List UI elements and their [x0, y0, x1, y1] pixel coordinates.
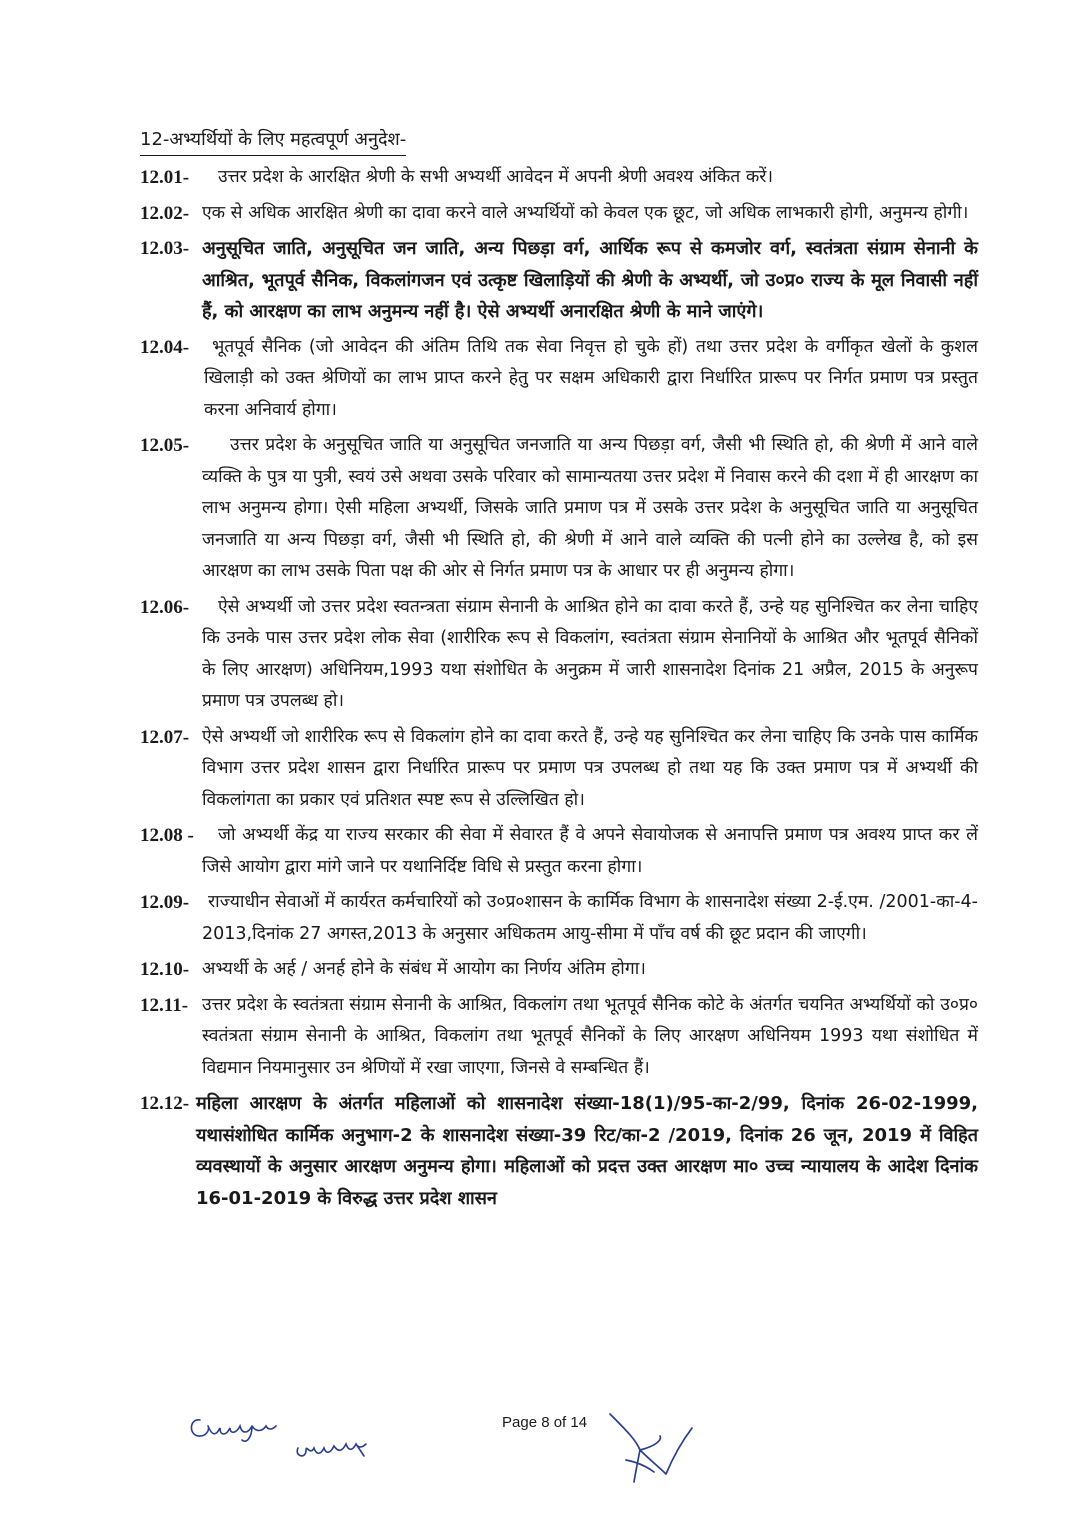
page-footer: [0, 1410, 1086, 1530]
item-number: 12.12-: [140, 1093, 190, 1114]
item-number: 12.04-: [140, 336, 190, 358]
signature-left-bottom: [292, 1434, 392, 1464]
item-text: उत्तर प्रदेश के अनुसूचित जाति या अनुसूचित जनजाति या अन्य पिछड़ा वर्ग, जैसी भी स्थिति हो, की श्रेणी में आने वाले व्यक्ति के पुत्र या पुत्री, स्वयं उसे अथवा उसके परिवार को सामान्यतया उत्तर प्रदेश में निवास करने की दशा में ही आरक्षण का लाभ अनुमन्य होगा। ऐसी महिला अभ्यर्थी, जिसके जाति प्रमाण पत्र में उसके उत्तर प्रदेश के अनुसूचित जाति या अनुसूचित जनजाति या अन्य पिछड़ा वर्ग, जैसी भी स्थिति हो, की श्रेणी में आने वाले व्यक्ति की पत्नी होने का उल्लेख है, को इस आरक्षण का लाभ उसके पिता पक्ष की ओर से निर्गत प्रमाण पत्र के आधार पर ही अनुमन्य होगा।: [202, 435, 978, 581]
list-item: [140, 332, 978, 427]
list-item: [140, 1088, 978, 1214]
item-number: 12.03-: [140, 238, 190, 259]
item-number: 12.05-: [140, 435, 190, 456]
item-text: उत्तर प्रदेश के आरक्षित श्रेणी के सभी अभ्यर्थी आवेदन में अपनी श्रेणी अवश्य अंकित करें।: [218, 167, 774, 187]
list-item: [140, 198, 978, 230]
item-number: 12.07-: [140, 726, 190, 748]
item-text: अनुसूचित जाति, अनुसूचित जन जाति, अन्य पिछड़ा वर्ग, आर्थिक रूप से कमजोर वर्ग, स्वतंत्रता संग्राम सेनानी के आश्रित, भूतपूर्व सैनिक, विकलांगजन एवं उत्कृष्ट खिलाड़ियों की श्रेणी के अभ्यर्थी, जो उ०प्र० राज्य के मूल निवासी नहीं हैं, को आरक्षण का लाभ अनुमन्य नहीं है। ऐसे अभ्यर्थी अनारक्षित श्रेणी के माने जाएंगे।: [202, 238, 978, 322]
list-item: [140, 592, 978, 718]
list-item: [140, 887, 978, 950]
item-text: महिला आरक्षण के अंतर्गत महिलाओं को शासनादेश संख्या-18(1)/95-का-2/99, दिनांक 26-02-1999, यथासंशोधित कार्मिक अनुभाग-2 के शासनादेश संख्या-39 रिट/का-2 /2019, दिनांक 26 जून, 2019 में विहित व्यवस्थायों के अनुसार आरक्षण अनुमन्य होगा। महिलाओं को प्रदत्त उक्त आरक्षण मा० उच्च न्यायालय के आदेश दिनांक 16-01-2019 के विरुद्ध उत्तर प्रदेश शासन: [196, 1093, 978, 1209]
item-text: जो अभ्यर्थी केंद्र या राज्य सरकार की सेवा में सेवारत हैं वे अपने सेवायोजक से अनापत्ति प्रमाण पत्र अवश्य प्राप्त कर लें जिसे आयोग द्वारा मांगे जाने पर यथानिर्दिष्ट विधि से प्रस्तुत करना होगा।: [202, 825, 978, 877]
item-number: 12.06-: [140, 596, 190, 618]
item-number: 12.09-: [140, 892, 190, 913]
item-number: 12.11-: [140, 994, 189, 1016]
list-item: [140, 954, 978, 986]
list-item: [140, 233, 978, 328]
instruction-list: [140, 162, 978, 1214]
item-text: एक से अधिक आरक्षित श्रेणी का दावा करने वाले अभ्यर्थियों को केवल एक छूट, जो अधिक लाभकारी होगी, अनुमन्य होगी।: [202, 202, 969, 223]
signature-right: [596, 1410, 706, 1490]
item-text: राज्याधीन सेवाओं में कार्यरत कर्मचारियों को उ०प्र०शासन के कार्मिक विभाग के शासनादेश संख्या 2-ई.एम. /2001-का-4-2013,दिनांक 27 अगस्त,2013 के अनुसार अधिकतम आयु-सीमा में पाँच वर्ष की छूट प्रदान की जाएगी।: [202, 892, 978, 944]
item-text: ऐसे अभ्यर्थी जो उत्तर प्रदेश स्वतन्त्रता संग्राम सेनानी के आश्रित होने का दावा करते हैं, उन्हे यह सुनिश्चित कर लेना चाहिए कि उनके पास उत्तर प्रदेश लोक सेवा (शारीरिक रूप से विकलांग, स्वतंत्रता संग्राम सेनानियों के आश्रित और भूतपूर्व सैनिकों के लिए आरक्षण) अधिनियम,1993 यथा संशोधित के अनुक्रम में जारी शासनादेश दिनांक 21 अप्रैल, 2015 के अनुरूप प्रमाण पत्र उपलब्ध हो।: [202, 596, 978, 711]
item-number: 12.10-: [140, 959, 190, 980]
item-number: 12.01-: [140, 167, 190, 188]
list-item: [140, 722, 978, 817]
list-item: [140, 162, 978, 194]
list-item: [140, 820, 978, 883]
item-text: अभ्यर्थी के अर्ह / अनर्ह होने के संबंध में आयोग का निर्णय अंतिम होगा।: [202, 959, 646, 979]
page-number: Page 8 of 14: [502, 1414, 588, 1431]
item-text: भूतपूर्व सैनिक (जो आवेदन की अंतिम तिथि तक सेवा निवृत्त हो चुके हों) तथा उत्तर प्रदेश के वर्गीकृत खेलों के कुशल खिलाड़ी को उक्त श्रेणियों का लाभ प्राप्त करने हेतु पर सक्षम अधिकारी द्वारा निर्धारित प्रारूप पर निर्गत प्रमाण पत्र प्रस्तुत करना अनिवार्य होगा।: [204, 336, 978, 420]
item-text: उत्तर प्रदेश के स्वतंत्रता संग्राम सेनानी के आश्रित, विकलांग तथा भूतपूर्व सैनिक कोटे के अंतर्गत चयनित अभ्यर्थियों को उ०प्र० स्वतंत्रता संग्राम सेनानी के आश्रित, विकलांग तथा भूतपूर्व सैनिकों के लिए आरक्षण अधिनियम 1993 यथा संशोधित में विद्यमान नियमानुसार उन श्रेणियों में रखा जाएगा, जिनसे वे सम्बन्धित हैं।: [202, 994, 978, 1078]
section-heading: 12-अभ्यर्थियों के लिए महत्वपूर्ण अनुदेश-: [140, 126, 406, 156]
item-number: 12.08 -: [140, 825, 194, 846]
list-item: [140, 430, 978, 588]
list-item: [140, 990, 978, 1085]
item-text: ऐसे अभ्यर्थी जो शारीरिक रूप से विकलांग होने का दावा करते हैं, उन्हे यह सुनिश्चित कर लेना चाहिए कि उनके पास कार्मिक विभाग उत्तर प्रदेश शासन द्वारा निर्धारित प्रारूप पर प्रमाण पत्र उपलब्ध हो तथा यह कि उक्त प्रमाण पत्र में अभ्यर्थी की विकलांगता का प्रकार एवं प्रतिशत स्पष्ट रूप से उल्लिखित हो।: [202, 726, 978, 810]
item-number: 12.02-: [140, 202, 190, 224]
signature-left-top: [186, 1412, 296, 1446]
